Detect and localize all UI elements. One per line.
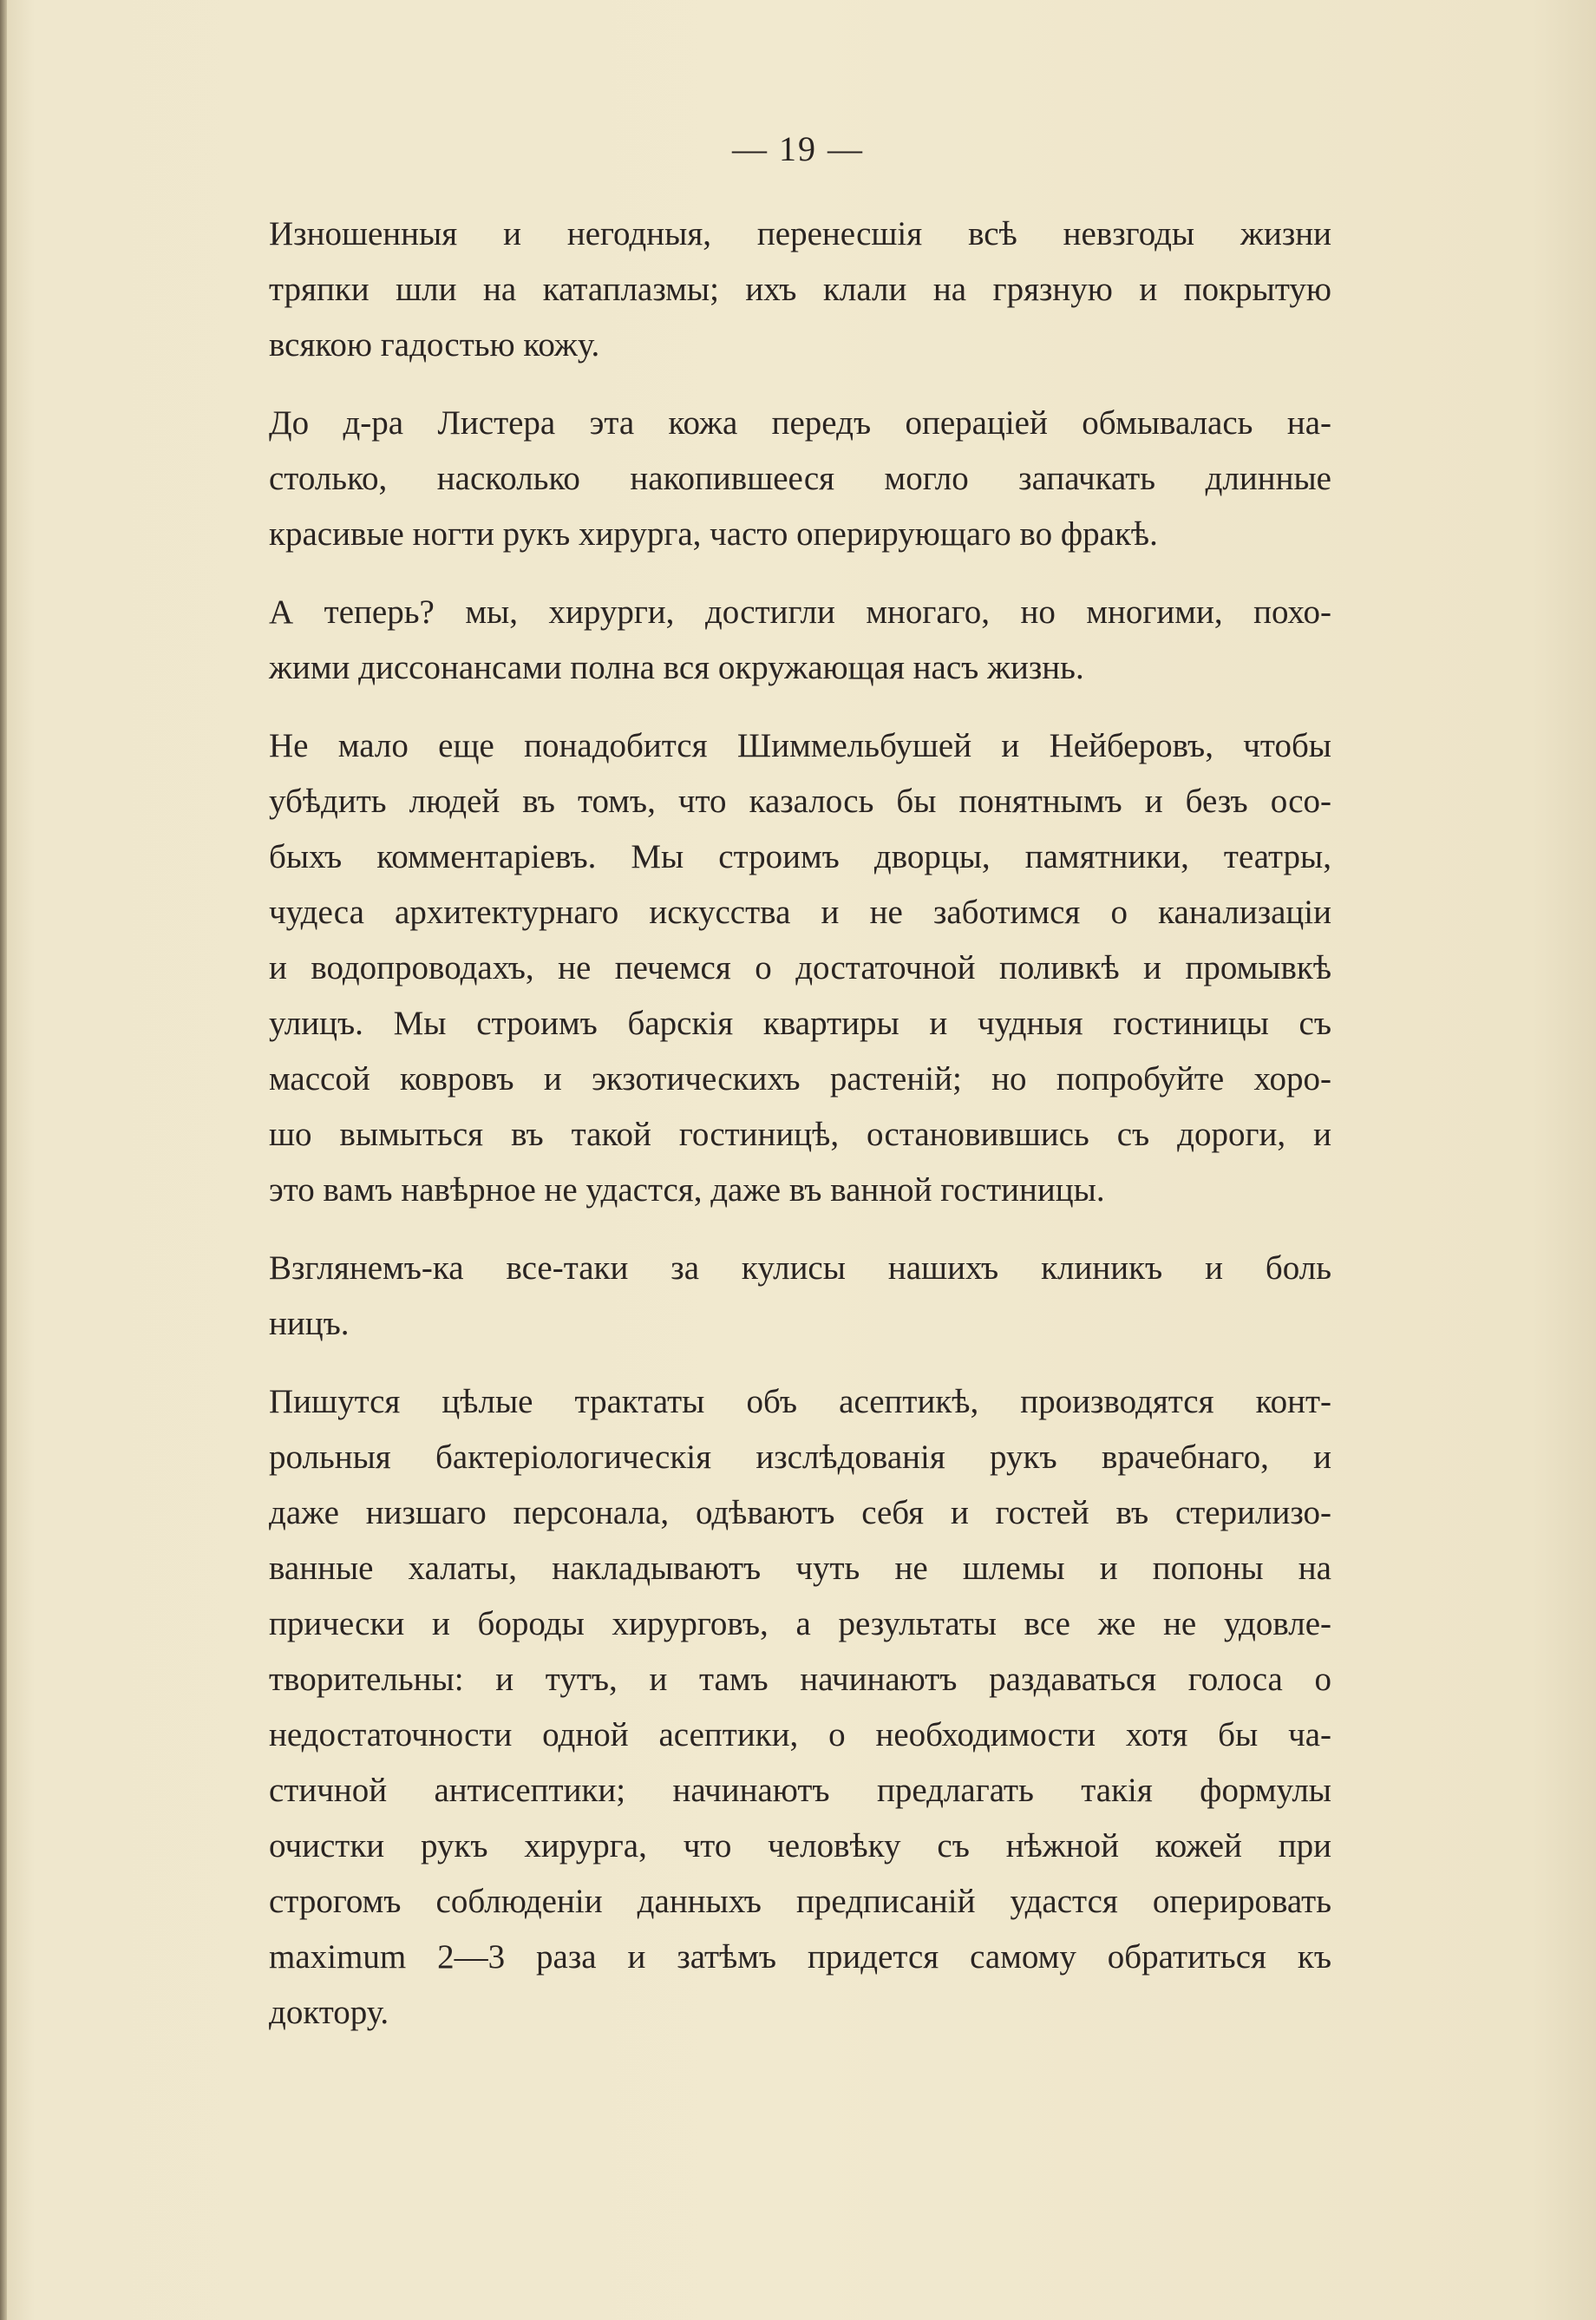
text-line: Пишутся цѣлые трактаты объ асептикѣ, производятся конт- bbox=[269, 1383, 1331, 1420]
text-line: творительны: и тутъ, и тамъ начинаютъ раздаваться голоса о bbox=[269, 1661, 1331, 1698]
text-line: улицъ. Мы строимъ барскія квартиры и чудныя гостиницы съ bbox=[269, 1005, 1331, 1042]
text-line: очистки рукъ хирурга, что человѣку съ нѣжной кожей при bbox=[269, 1827, 1331, 1865]
text-line: Не мало еще понадобится Шиммельбушей и Нейберовъ, чтобы bbox=[269, 727, 1331, 764]
page-binding-edge bbox=[0, 0, 7, 2320]
body-text bbox=[269, 206, 1331, 2063]
text-line: недостаточности одной асептики, о необходимости хотя бы ча- bbox=[269, 1716, 1331, 1753]
text-line: быхъ комментаріевъ. Мы строимъ дворцы, памятники, театры, bbox=[269, 838, 1331, 875]
text-line: ницъ. bbox=[269, 1305, 350, 1342]
paragraph bbox=[269, 585, 1331, 696]
text-line: шо вымыться въ такой гостиницѣ, остановившись съ дороги, и bbox=[269, 1116, 1331, 1153]
text-line: жими диссонансами полна вся окружающая насъ жизнь. bbox=[269, 649, 1084, 686]
paragraph bbox=[269, 1241, 1331, 1352]
paragraph bbox=[269, 1374, 1331, 2041]
text-line: всякою гадостью кожу. bbox=[269, 326, 600, 364]
text-line: чудеса архитектурнаго искусства и не заботимся о канализаціи bbox=[269, 894, 1331, 931]
text-line: А теперь? мы, хирурги, достигли многаго, но многими, похо- bbox=[269, 593, 1331, 631]
text-line: тряпки шли на катаплазмы; ихъ клали на грязную и покрытую bbox=[269, 271, 1331, 308]
text-line: ванные халаты, накладываютъ чуть не шлемы и попоны на bbox=[269, 1550, 1331, 1587]
paragraph bbox=[269, 396, 1331, 562]
text-line: массой ковровъ и экзотическихъ растеній; но попробуйте хоро- bbox=[269, 1060, 1331, 1098]
text-line: maximum 2—3 раза и затѣмъ придется самому обратиться къ bbox=[269, 1938, 1331, 1976]
paragraph bbox=[269, 206, 1331, 373]
text-line: убѣдить людей въ томъ, что казалось бы понятнымъ и безъ осо- bbox=[269, 783, 1331, 820]
text-line: красивые ногти рукъ хирурга, часто оперирующаго во фракѣ. bbox=[269, 515, 1158, 553]
page-number: — 19 — bbox=[732, 129, 864, 168]
text-line: это вамъ навѣрное не удастся, даже въ ванной гостиницы. bbox=[269, 1171, 1105, 1209]
paragraph bbox=[269, 718, 1331, 1218]
text-line: столько, насколько накопившееся могло запачкать длинные bbox=[269, 460, 1331, 497]
text-line: стичной антисептики; начинаютъ предлагать такія формулы bbox=[269, 1772, 1331, 1809]
text-line: До д-ра Листера эта кожа передъ операціей обмывалась на- bbox=[269, 404, 1331, 442]
text-line: доктору. bbox=[269, 1994, 389, 2031]
text-line: рольныя бактеріологическія изслѣдованія рукъ врачебнаго, и bbox=[269, 1439, 1331, 1476]
text-line: строгомъ соблюденіи данныхъ предписаній удастся оперировать bbox=[269, 1883, 1331, 1920]
text-line: прически и бороды хирурговъ, а результаты все же не удовле- bbox=[269, 1605, 1331, 1642]
text-line: даже низшаго персонала, одѣваютъ себя и гостей въ стерилизо- bbox=[269, 1494, 1331, 1531]
text-line: и водопроводахъ, не печемся о достаточной поливкѣ и промывкѣ bbox=[269, 949, 1331, 986]
text-line: Взглянемъ-ка все-таки за кулисы нашихъ клиникъ и боль bbox=[269, 1249, 1331, 1287]
text-line: Изношенныя и негодныя, перенесшія всѣ невзгоды жизни bbox=[269, 215, 1331, 252]
